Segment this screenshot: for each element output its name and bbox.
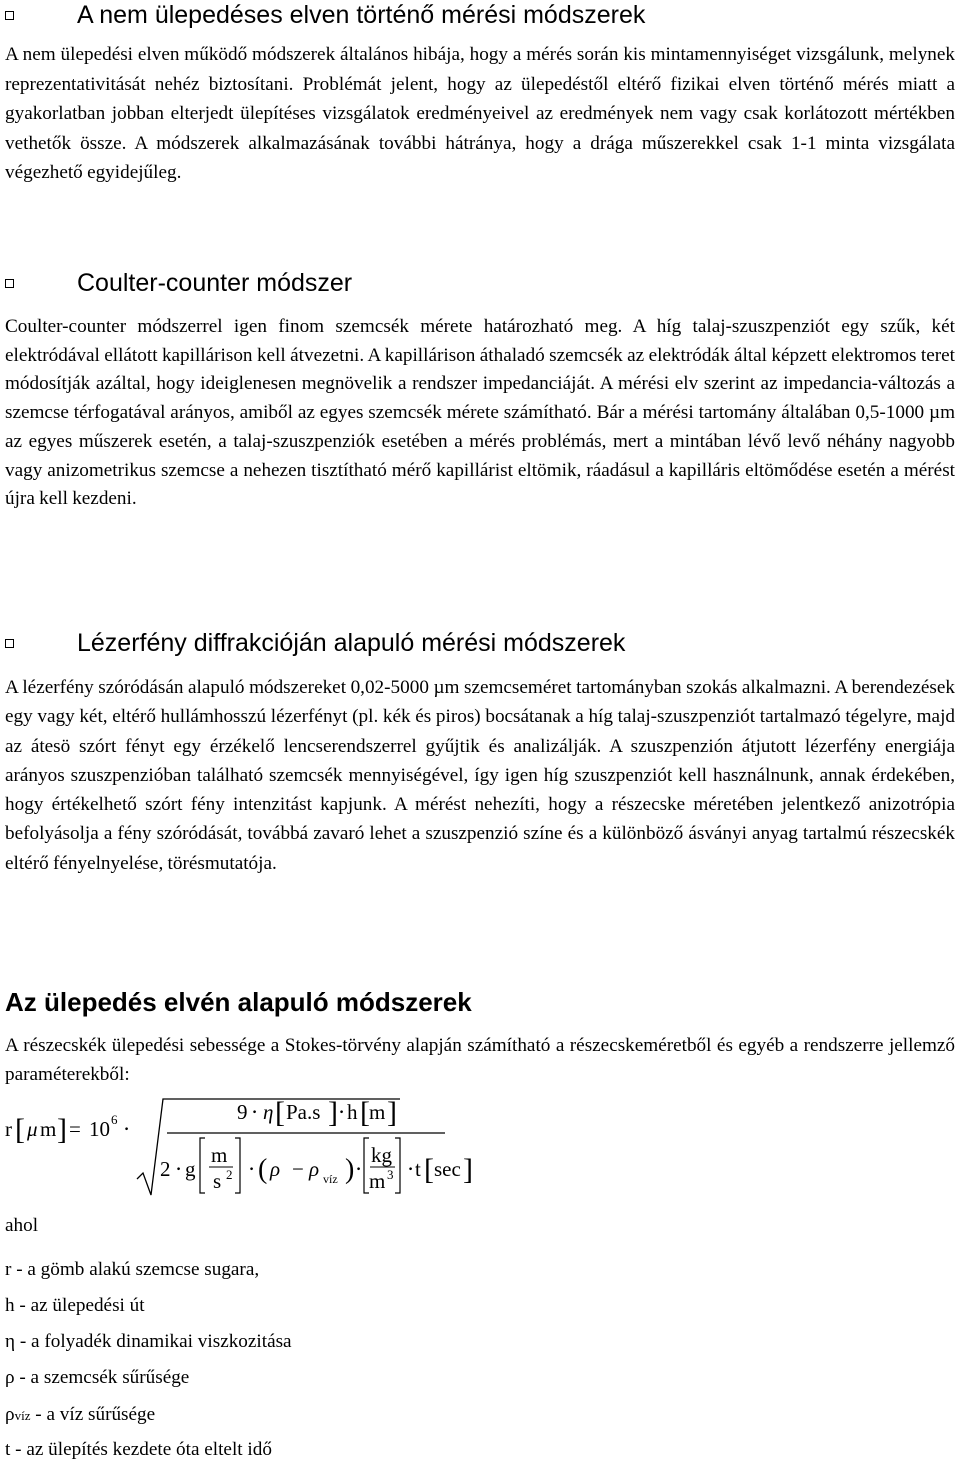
section-heading-sed: Az ülepedés elvén alapuló módszerek — [5, 987, 472, 1017]
den-viz-sub: víz — [323, 1172, 338, 1186]
den-t: t — [415, 1157, 421, 1181]
bracket-close: ] — [57, 1113, 67, 1146]
legend-symbol: t — [5, 1439, 11, 1460]
num-dot1: ⋅ — [251, 1100, 259, 1124]
num-dot2: ⋅ — [338, 1100, 346, 1124]
stokes-formula-svg — [5, 1095, 645, 1200]
legend-ahol: ahol — [5, 1215, 39, 1236]
legend-symbol: η — [5, 1331, 16, 1352]
den-bracket-open3: [ — [424, 1153, 434, 1186]
den-unit-cube: 3 — [387, 1167, 394, 1182]
legend-text: - a folyadék dinamikai viszkozitása — [15, 1331, 292, 1352]
den-bracket-close3: ] — [463, 1153, 473, 1186]
paragraph-nonsed: A nem ülepedési elven működő módszerek általános hibája, hogy a mérés során kis mintamennyiséget vizsgálunk, melynek reprezentativitását nehéz biztosítani. Problémát jelent, hogy az ülepedéstől eltérő fizikai elven történő mérés miatt a gyakorlatban jobban elterjedt ülepítéses vizsgálatok eredményeivel az eredmények nem vagy csak korlátozott mértékben vethetők össze. A módszerek alkalmazásának további hátránya, hogy a drága műszerekkel csak 1-1 minta vizsgálata végezhető egyidejűleg. — [5, 44, 955, 183]
legend-item-rho-water — [5, 1403, 155, 1428]
num-m: m — [369, 1100, 386, 1124]
legend-text: - a gömb alakú szemcse sugara, — [11, 1259, 260, 1280]
den-unit-m: m — [211, 1143, 228, 1167]
paragraph-coulter: Coulter-counter módszerrel igen finom szemcsék mérete határozható meg. A híg talaj-szuszpenziót egy szűk, két elektródával ellátott kapillárison kell átvezetni. A kapillárison áthaladó szemcsék az elektródák által képzett elektromos teret módosítják azáltal, hogy ideiglenesen megnövelik a rendszer impedanciáját. A mérési elv szerint az impedancia-változás a szemcse térfogatával arányos, amiből az egyes szemcsék mérete számítható. Bár a mérési tartomány általában 0,5-1000 µm az egyes műszerek esetén, a talaj-szuszpenziók esetében a mérés problémás, mert a mintában lévő levő néhány nagyobb vagy anizometrikus szemcse a nehezen tisztítható mérő kapillárist eltömik, ráadásul a kapilláris eltömődése esetén a mérést újra kell kezdeni. — [5, 316, 955, 510]
lhs-mu: μ — [27, 1117, 38, 1141]
lhs-m: m — [40, 1117, 57, 1141]
legend-symbol: ρ — [5, 1367, 15, 1388]
legend-symbol: r — [5, 1259, 12, 1280]
paragraph-laser: A lézerfény szóródásán alapuló módszereket 0,02-5000 µm szemcseméret tartományban szokás alkalmazni. A berendezések egy vagy két, eltérő hullámhosszú lézerfényt (pl. kék és piros) bocsátanak a híg talaj-szuszpenziót tartalmazó tégelyre, majd az átesö szórt fényt egy érzékelő lencserendszerrel gyűjtik és analizálják. A szuszpenzión átjutott lézerfény energiája arányos szuszpenzióban található szemcsék mennyiségével, így igen híg szuszpenziót kell használnunk, annak érdekében, hogy értékelhető szórt fény intenzitást kapjunk. A mérést nehezíti, hogy a részecske méretében jelentkező anizotrópia befolyásolja a fény szóródását, továbbá zavaró lehet a szuszpenzió színe és a különböző ásványi anyag tartalmú részecskék eltérő fényelnyelése, törésmutatója. — [5, 677, 955, 874]
den-bracket-close2 — [395, 1138, 400, 1193]
legend-subscript: víz — [14, 1408, 31, 1423]
legend-symbol: h — [5, 1295, 15, 1316]
section-title: Lézerfény diffrakcióján alapuló mérési módszerek — [77, 629, 626, 657]
num-eta: η — [263, 1100, 274, 1124]
den-rho: ρ — [270, 1157, 281, 1181]
legend-item-rho — [5, 1366, 189, 1390]
num-bracket-open: [ — [275, 1096, 285, 1129]
den-unit-s: s — [213, 1169, 222, 1193]
num-bracket-close: ] — [328, 1096, 338, 1129]
paragraph-sed: A részecskék ülepedési sebessége a Stokes-törvény alapján számítható a részecskeméretből és egyéb a rendszerre jellemző paraméterekből: — [5, 1035, 955, 1086]
legend-text: - a víz sűrűsége — [30, 1404, 156, 1425]
legend-item-h — [5, 1294, 145, 1318]
den-g: g — [185, 1157, 196, 1181]
legend-item-t — [5, 1438, 272, 1462]
square-bullet-icon — [5, 11, 14, 20]
legend-text: - a szemcsék sűrűsége — [14, 1367, 190, 1388]
den-unit-m3: m — [369, 1169, 386, 1193]
legend-text: - az ülepedési út — [14, 1295, 145, 1316]
exponent-six: 6 — [111, 1112, 118, 1127]
stokes-formula — [5, 1095, 645, 1200]
legend-item-r — [5, 1258, 259, 1282]
paren-close: ) — [345, 1154, 355, 1185]
multiply-dot: ⋅ — [123, 1117, 131, 1141]
equals-sign: = — [69, 1117, 81, 1141]
square-bullet-icon — [5, 639, 14, 648]
square-bullet-icon — [5, 279, 14, 288]
section-title: A nem ülepedéses elven történő mérési módszerek — [77, 1, 646, 29]
den-two: 2 — [160, 1157, 171, 1181]
paren-open: ( — [258, 1154, 268, 1185]
den-minus: − — [292, 1157, 304, 1181]
legend-symbol: ρ — [5, 1404, 15, 1425]
num-nine: 9 — [237, 1100, 248, 1124]
lhs-r: r — [5, 1117, 12, 1141]
den-dot4: ⋅ — [407, 1157, 415, 1181]
section-title: Coulter-counter módszer — [77, 269, 353, 297]
legend-item-eta — [5, 1330, 292, 1354]
den-dot2: ⋅ — [248, 1157, 256, 1181]
num-bracket-open2: [ — [360, 1096, 370, 1129]
den-bracket-close — [235, 1138, 240, 1193]
den-dot3: ⋅ — [355, 1157, 363, 1181]
bracket-open: [ — [15, 1113, 25, 1146]
ten: 10 — [89, 1117, 110, 1141]
den-rho-water: ρ — [309, 1157, 320, 1181]
den-unit-kg: kg — [371, 1143, 392, 1167]
den-sec: sec — [434, 1157, 461, 1181]
num-h: h — [347, 1100, 358, 1124]
num-bracket-close2: ] — [387, 1096, 397, 1129]
den-dot1: ⋅ — [175, 1157, 183, 1181]
num-pas: Pa.s — [286, 1100, 321, 1124]
legend-text: - az ülepítés kezdete óta eltelt idő — [10, 1439, 272, 1460]
den-bracket-open — [200, 1138, 205, 1193]
den-unit-sq: 2 — [226, 1167, 233, 1182]
